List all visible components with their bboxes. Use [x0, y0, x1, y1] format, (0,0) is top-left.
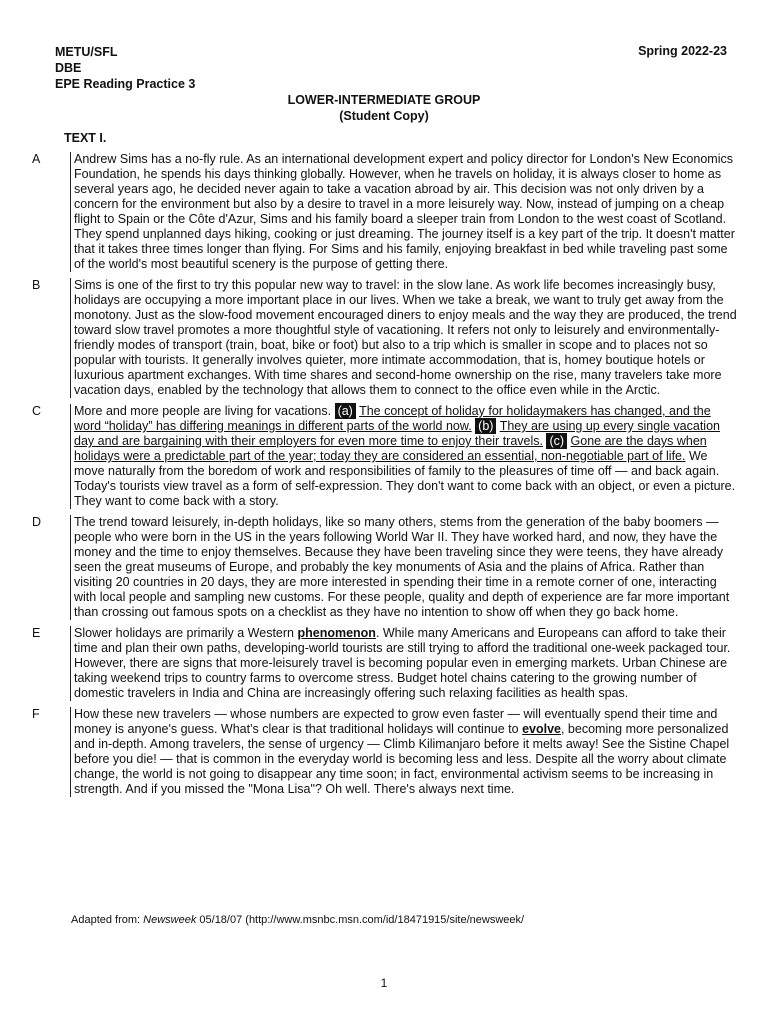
- copy-type-line: (Student Copy): [339, 109, 429, 123]
- paragraph-letter: B: [32, 278, 41, 292]
- paragraph-letter: F: [32, 707, 40, 721]
- paragraph-c-intro: More and more people are living for vacations.: [74, 404, 335, 418]
- paragraph-text: [70, 404, 738, 509]
- sentence-marker-a: (a): [335, 403, 356, 419]
- document-header: [55, 44, 195, 92]
- term-label: Spring 2022-23: [638, 44, 727, 58]
- underlined-sentence-a: The concept of holiday for holidaymakers has changed, and the word “holiday” has differing meanings in different parts of the world now.: [74, 404, 711, 433]
- underlined-sentence-c: Gone are the days when holidays were a predictable part of the year; today they are considered an essential, non-negotiable part of life.: [74, 434, 707, 463]
- paragraph-text: [70, 707, 738, 797]
- text-label: TEXT I.: [64, 131, 107, 145]
- paragraph-f: [30, 707, 738, 797]
- source-citation: [71, 914, 524, 926]
- paragraph-e-pre: Slower holidays are primarily a Western: [74, 626, 298, 640]
- group-title-line: LOWER-INTERMEDIATE GROUP: [287, 93, 481, 107]
- vocabulary-keyword-evolve: evolve: [522, 722, 561, 736]
- sentence-marker-b: (b): [475, 418, 496, 434]
- department-label: DBE: [55, 61, 82, 75]
- group-title: [0, 92, 768, 124]
- paragraph-d: [30, 515, 738, 620]
- page-number: 1: [380, 976, 388, 990]
- paragraph-letter: E: [32, 626, 41, 640]
- source-publication: Newsweek: [143, 914, 197, 926]
- vocabulary-keyword-phenomenon: phenomenon: [297, 626, 376, 640]
- underlined-sentence-b: They are using up every single vacation day and are bargaining with their employers for even more time to enjoy their travels.: [74, 419, 720, 448]
- paragraph-text: The trend toward leisurely, in-depth holidays, like so many others, stems from the generation of the baby boomers — people who were born in the US in the years following World War II. They have worked hard, and now, they have the money and the time to enjoy themselves. Because they have been traveling since they were teens, they have already seen the great museums of Europe, and probably the key monuments of Asia and the plains of Africa. Rather than visiting 20 countries in 20 days, they are more interested in spending their time in a remote corner of one, interacting with local people and sampling new customs. For these people, quality and depth of experience are far more important than crossing out famous spots on a checklist as they have no intention to show off when they go back home.: [70, 515, 738, 620]
- paragraph-text: Andrew Sims has a no-fly rule. As an international development expert and policy director for London's New Economics Foundation, he spends his days thinking globally. However, when he travels on holiday, it is always closer to home as several years ago, he decided never again to take a vacation abroad by air. This decision was not only driven by a concern for the environment but also by a desire to travel in a more leisurely way. Now, instead of jumping on a cheap flight to Spain or the Côte d'Azur, Sims and his family board a sleeper train from London to the west coast of Scotland. They spend unplanned days hiking, cooking or just dreaming. The journey itself is a key part of the trip. It doesn't matter that it takes three times longer than flying. For Sims and his family, enjoying breakfast in bed while traveling past some of the world's most beautiful scenery is the purpose of getting there.: [70, 152, 738, 272]
- practice-title: EPE Reading Practice 3: [55, 77, 196, 91]
- paragraph-b: [30, 278, 738, 398]
- paragraph-letter: A: [32, 152, 41, 166]
- paragraph-text: [70, 626, 738, 701]
- paragraph-a: [30, 152, 738, 272]
- paragraph-f-pre: How these new travelers — whose numbers are expected to grow even faster — will eventually spend their time and money is anyone's guess. What's clear is that traditional holidays will continue to: [74, 707, 718, 736]
- institution-label: METU/SFL: [55, 45, 118, 59]
- paragraph-letter: D: [32, 515, 42, 529]
- paragraph-f-post: , becoming more personalized and in-depth. Among travelers, the sense of urgency — Climb Kilimanjaro before it melts away! See the Sistine Chapel before you die! — that is common in the everyday world is becoming less and less. Despite all the worry about climate change, the world is not going to disappear any time soon; in fact, environmental activism seems to be increasing in strength. And if you missed the "Mona Lisa"? Oh well. There's always next time.: [74, 722, 730, 796]
- paragraph-text: Sims is one of the first to try this popular new way to travel: in the slow lane. As work life becomes increasingly busy, holidays are occupying a more important place in our lives. When we take a break, we want to truly get away from the monotony. Just as the slow-food movement encouraged diners to enjoy meals and the way they are produced, the trend toward slow travel promotes a more thoughtful style of vacationing. It refers not only to leisurely and environmentally-friendly modes of transport (train, boat, bike or foot) but also to a trip which is smaller in scope and to places not so popular with tourists. It generally involves quieter, more intimate accommodation, that is, homey boutique hotels or luxurious apartment exchanges. With time shares and second-home ownership on the rise, many travelers take more vacation days, enabled by the technology that allows them to connect to the office even while in the Arctic.: [70, 278, 738, 398]
- source-prefix: Adapted from:: [71, 914, 144, 926]
- paragraph-c-rest: We move naturally from the boredom of work and responsibilities of family to the pleasures of time off — and back again. Today's tourists view travel as a form of self-expression. They don't want to come back with an object, or even a picture. They want to come back with a story.: [74, 449, 736, 508]
- paragraph-c: [30, 404, 738, 509]
- paragraph-e-post: . While many Americans and Europeans can afford to take their time and plan their own paths, developing-world tourists are still trying to afford the traditional one-week packaged tour. However, there are signs that more-leisurely travel is becoming popular even in emerging markets. Urban Chinese are taking weekend trips to country farms to overcome stress. Budget hotel chains catering to the growing number of domestic travelers in India and China are increasingly offering such relaxing facilities as health spas.: [74, 626, 731, 700]
- sentence-marker-c: (c): [546, 433, 567, 449]
- paragraph-e: [30, 626, 738, 701]
- source-suffix: 05/18/07 (http://www.msnbc.msn.com/id/18471915/site/newsweek/: [196, 914, 525, 926]
- paragraph-letter: C: [32, 404, 42, 418]
- reading-text: [30, 152, 738, 803]
